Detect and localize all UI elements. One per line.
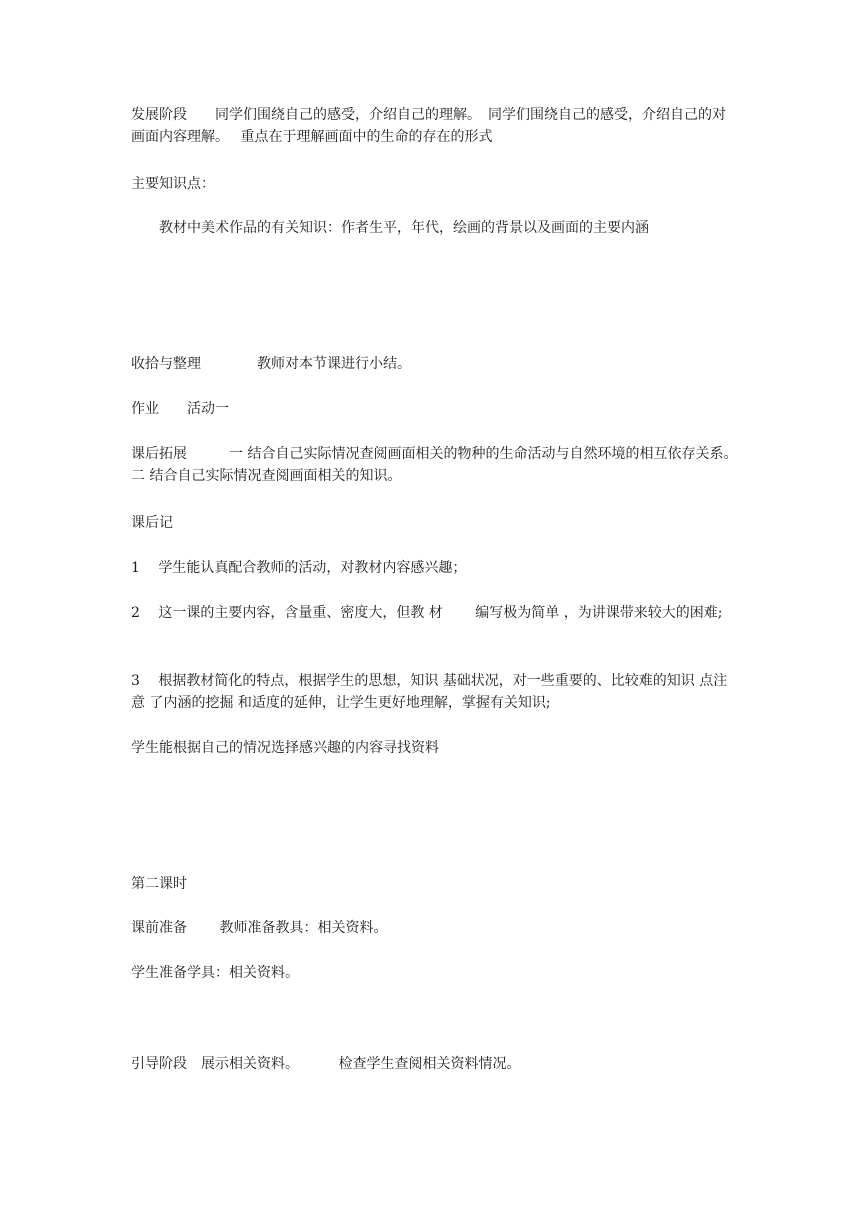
paragraph-textbook-knowledge: 教材中美术作品的有关知识：作者生平，年代，绘画的背景以及画面的主要内涵 (131, 220, 649, 236)
paragraph-guide-stage: 引导阶段 展示相关资料。 检查学生查阅相关资料情况。 (131, 1056, 521, 1072)
paragraph-note-1: 1 学生能认真配合教师的活动，对教材内容感兴趣； (131, 560, 467, 576)
paragraph-development-stage: 发展阶段 同学们围绕自己的感受，介绍自己的理解。 同学们围绕自己的感受，介绍自己的对画面内容理解。 重点在于理解画面中的生命的存在的形式 (131, 107, 726, 145)
paragraph-after-class-extension: 课后拓展 一 结合自己实际情况查阅画面相关的物种的生命活动与自然环境的相互依存关系。 二 结合自己实际情况查阅画面相关的知识。 (131, 446, 745, 484)
paragraph-postscript-heading: 课后记 (131, 515, 173, 531)
paragraph-second-lesson: 第二课时 (131, 876, 187, 892)
paragraph-wrap-up: 收拾与整理 教师对本节课进行小结。 (131, 356, 411, 372)
paragraph-student-prep: 学生准备学具：相关资料。 (131, 965, 299, 981)
paragraph-pre-class-prep: 课前准备 教师准备教具：相关资料。 (131, 920, 388, 936)
paragraph-note-3: 3 根据教材简化的特点，根据学生的思想，知识 基础状况，对一些重要的、比较难的知识 点注意 了内涵的挖掘 和适度的延伸，让学生更好地理解，掌握有关知识; (131, 673, 728, 711)
paragraph-main-knowledge-heading: 主要知识点： (131, 176, 215, 192)
paragraph-student-material: 学生能根据自己的情况选择感兴趣的内容寻找资料 (131, 740, 439, 756)
paragraph-homework: 作业 活动一 (131, 401, 229, 417)
paragraph-note-2: 2 这一课的主要内容，含量重、密度大，但教 材 编写极为简单 ，为讲课带来较大的困难; (131, 605, 723, 621)
